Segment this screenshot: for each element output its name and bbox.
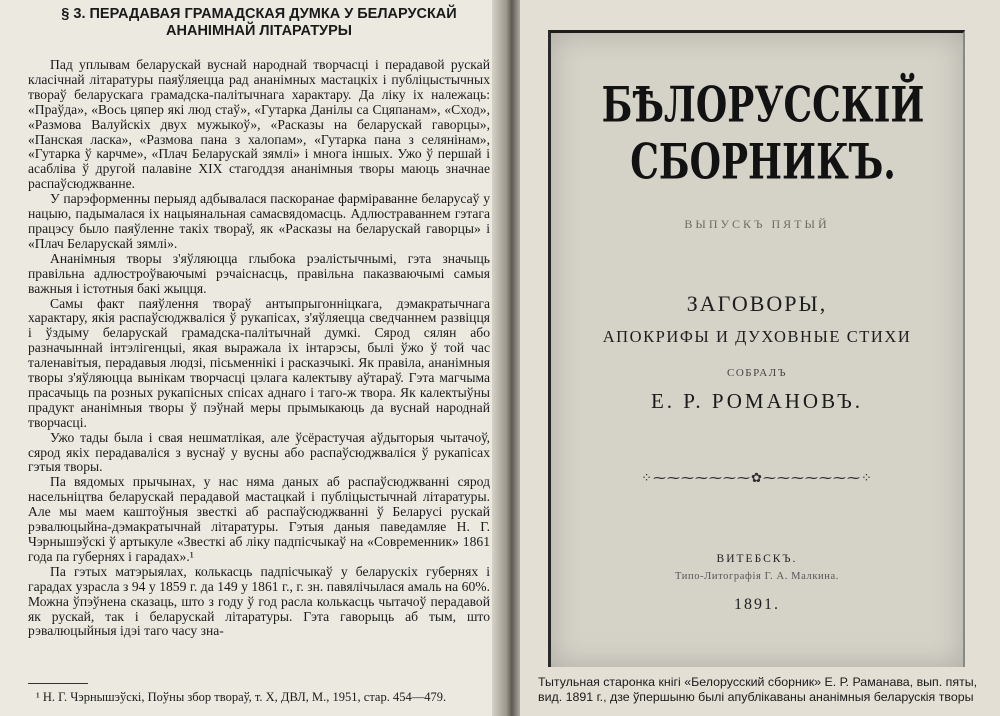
title-page-collected-by: СОБРАЛЪ [727, 367, 787, 379]
title-page-issue: ВЫПУСКЪ ПЯТЫЙ [684, 217, 830, 231]
paragraph-2: У парэформенны перыяд адбывалася паскоранае фарміраванне беларусаў у нацыю, падымалася іх нацыянальная самасвядомасць. Адлюстраваннем гэтага працэсу было паяўленне такіх твораў, як «Расказы на беларускай гаворцы» і «Плач Беларускай зямлі». [28, 191, 490, 251]
paragraph-7: Па гэтых матэрыялах, колькасць падпісчыкаў у беларускіх губернях і гарадах узрасла з 94 у 1859 г. да 149 у 1861 г., г. зн. павялічылася амаль на 60%. Можна ўпэўнена сказаць, што з году ў год расла колькасць чытачоў перадавой як рускай, так і беларускай літаратуры. Гэта гаворыць аб тым, што рэвалюцыйныя ідэі таго часу зна- [28, 563, 490, 639]
paragraph-3: Ананімныя творы з'яўляюцца глыбока рэалістычнымі, гэта значыць правільна адлюстроўваючымі рэчаіснасць, правільна паказваючымі самыя важныя і істотныя бакі жыцця. [28, 250, 490, 296]
paragraph-5: Ужо тады была і свая нешматлікая, але ўсёрастучая аўдыторыя чытачоў, сярод якіх перадаваліся з вуснаў у вусны або распаўсюджваліся ў рукапісах гэтыя творы. [28, 429, 490, 475]
title-page-subject-line2: АПОКРИФЫ И ДУХОВНЫЕ СТИХИ [602, 327, 912, 346]
title-page-ornament: ⁘⁓⁓⁓⁓⁓⁓⁓✿⁓⁓⁓⁓⁓⁓⁓⁘ [641, 470, 873, 485]
title-page-year: 1891. [734, 596, 780, 613]
paragraph-1: Пад уплывам беларускай вуснай народнай творчасці і перадавой рускай класічнай літаратуры паяўляецца рад ананімных мастацкіх і публіцыстычных твораў беларускага грамадска-палітычнага характару. Да ліку іх належаць: «Праўда», «Вось цяпер які люд стаў», «Гутарка Данілы са Сцяпанам», «Сход», «Размова Валуйскіх двух мужыкоў», «Расказы на беларускай гаворцы», «Панская ласка», «Размова пана з халопам», «Гутарка пана з селянінам», «Гутарка ў карчме», «Плач Беларускай зямлі» і многа іншых. Ужо ў першай і асабліва ў другой палавіне XIX стагоддзя ананімныя творы маюць значнае распаўсюджванне. [28, 57, 490, 192]
title-page-press: Типо-Литографія Г. А. Малкина. [675, 571, 839, 582]
title-page-city: ВИТЕБСКЪ. [716, 553, 798, 565]
footnote: ¹ Н. Г. Чэрнышэўскі, Поўны збор твораў, т. X, ДВЛ, М., 1951, стар. 454—479. [36, 690, 447, 704]
title-page-plate [548, 30, 965, 667]
footnote-rule [28, 683, 88, 684]
title-page-title: БѢЛОРУССКІЙ СБОРНИКЪ. [601, 77, 925, 191]
section-heading-line1: § 3. ПЕРАДАВАЯ ГРАМАДСКАЯ ДУМКА У БЕЛАРУСКАЙ [61, 6, 457, 22]
figure-caption: Тытульная старонка кнігі «Белорусский сборник» Е. Р. Раманава, вып. пяты, вид. 1891 г., дзе ўпершыню былі апублікаваны ананімныя беларускія творы [538, 675, 978, 704]
section-heading [28, 6, 490, 40]
title-page-subject-line1: ЗАГОВОРЫ, [686, 291, 828, 316]
left-page [0, 0, 498, 716]
right-page [520, 0, 1000, 716]
left-page-text [28, 6, 490, 639]
paragraph-4: Самы факт паяўлення твораў антыпрыгоннiцкага, дэмакратычнага характару, якія распаўсюджваліся ў рукапісах, з'яўляецца сведчаннем развіцця і ўздыму беларускай грамадска-палітычнай думкі. Сярод сялян або разначыннай інтэлігенцыі, якая выражала іх інтарэсы, былі ўжо ў той час таленавітыя, перадавыя людзі, пісьменнікі і расказчыкі. Як правіла, ананімныя творы з'яўляюцца вынікам творчасці цэлага калектыву аўтараў. Гэта магчыма прасачыць па розных рукапісных спісах аднаго і таго-ж твора. Як калектыўны прадукт ананімныя творы ў пэўнай меры прымыкаюць да вуснай народнай творчасці. [28, 295, 490, 430]
section-heading-line2: АНАНІМНАЙ ЛІТАРАТУРЫ [166, 23, 352, 39]
title-page-author: Е. Р. РОМАНОВЪ. [650, 389, 864, 413]
paragraph-6: Па вядомых прычынах, у нас няма даных аб распаўсюджванні сярод насельніцтва беларускай перадавой мастацкай і публіцыстычнай літаратуры. Але мы маем каштоўныя звесткі аб распаўсюджванні ў Беларусі рускай рэвалюцыйна-дэмакратычнай літаратуры. Гэтыя даныя паведамляе Н. Г. Чэрнышэўскі ў артыкуле «Звесткі аб ліку падпісчыкаў на «Современник» 1861 года па губернях і гарадах».¹ [28, 474, 490, 564]
